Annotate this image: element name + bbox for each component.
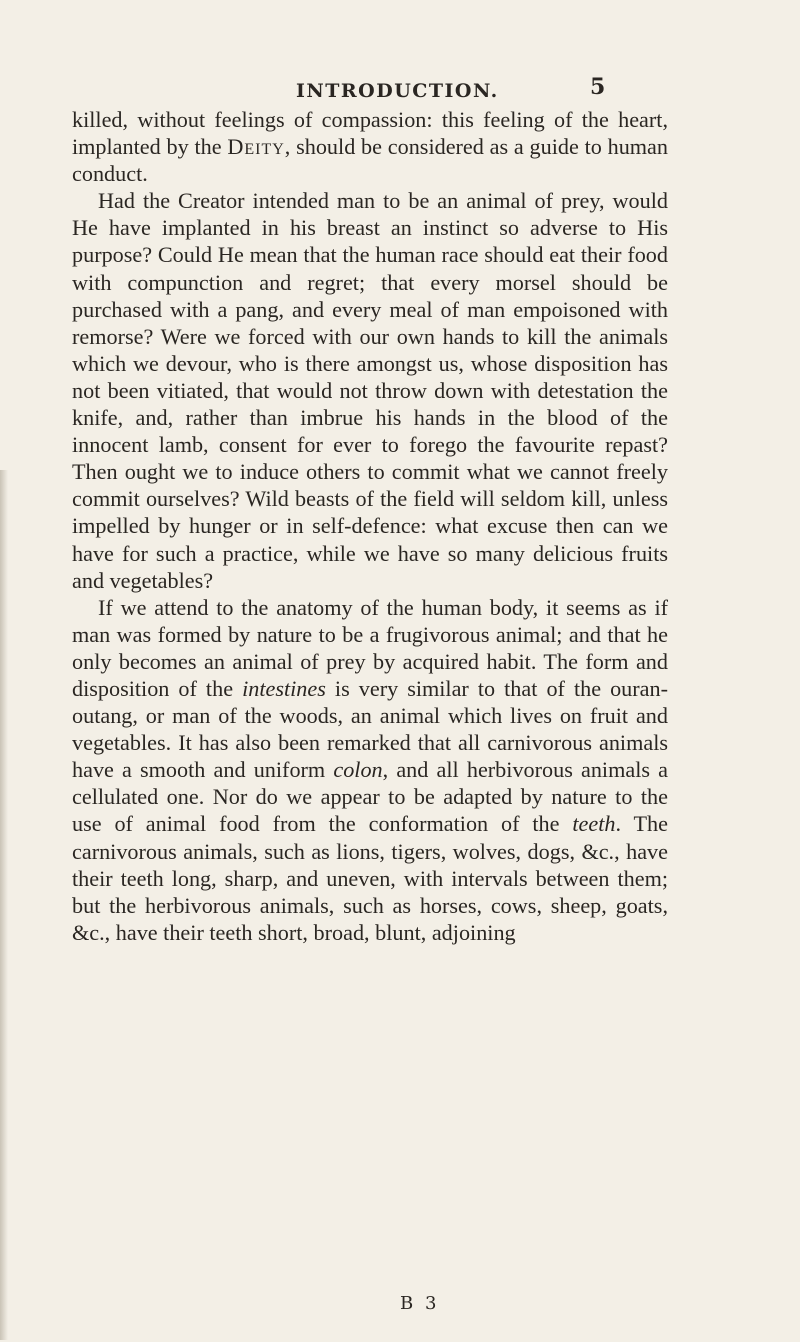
p3-text-a: If we attend to the anatomy of the human body, it seems as if man was formed by nature to be a frugivorous animal; and that he only becomes an animal of prey by acquired habit. The form and disposition of the: [72, 594, 668, 701]
p1-text-a: killed, without feelings of compassion: this feeling of the heart, implanted by the: [72, 107, 668, 160]
colon-word: colon: [333, 757, 383, 783]
deity-word: Deity: [227, 134, 285, 160]
p3-text-b: is very similar to that of the ouran-outang, or man of the woods, an animal which lives on fruit and vegetables. It has also been remarked that all carnivorous animals have a smooth and uniform: [72, 675, 668, 783]
page-header: [0, 74, 800, 104]
signature-mark: B 3: [400, 1293, 440, 1314]
running-head: INTRODUCTION.: [296, 80, 499, 102]
p3-text-d: . The carnivorous animals, such as lions, tigers, wolves, dogs, &c., have their teeth long, sharp, and uneven, with intervals between them; but the herbivorous animals, such as horses, cows, sheep, goats, &c., have their teeth short, broad, blunt, adjoining: [72, 811, 669, 945]
p3-text-c: , and all herbivorous animals a cellulated one. Nor do we appear to be adapted by nature to the use of animal food from the conformation of the: [72, 757, 668, 837]
intestines-word: intestines: [242, 675, 326, 701]
paragraph-2: Had the Creator intended man to be an animal of prey, would He have implanted in his breast an instinct so adverse to His purpose? Could He mean that the human race should eat their food with compunction and regret; that every morsel should be purchased with a pang, and every meal of man empoisoned with remorse? Were we forced with our own hands to kill the animals which we devour, who is there amongst us, whose disposition has not been vitiated, that would not throw down with detestation the knife, and, rather than imbrue his hands in the blood of the innocent lamb, consent for ever to forego the favourite repast? Then ought we to induce others to commit what we cannot freely commit ourselves? Wild beasts of the field will seldom kill, unless impelled by hunger or in self-defence: what excuse then can we have for such a practice, while we have so many delicious fruits and vegetables?: [72, 188, 668, 593]
page-number: 5: [590, 74, 606, 100]
teeth-word: teeth: [572, 811, 616, 837]
body-text: [72, 106, 668, 946]
paragraph-3: [72, 594, 668, 946]
paragraph-1: [72, 106, 668, 187]
p1-text-b: , should be considered as a guide to human conduct.: [72, 134, 668, 187]
page-edge-shadow: [0, 470, 8, 1340]
